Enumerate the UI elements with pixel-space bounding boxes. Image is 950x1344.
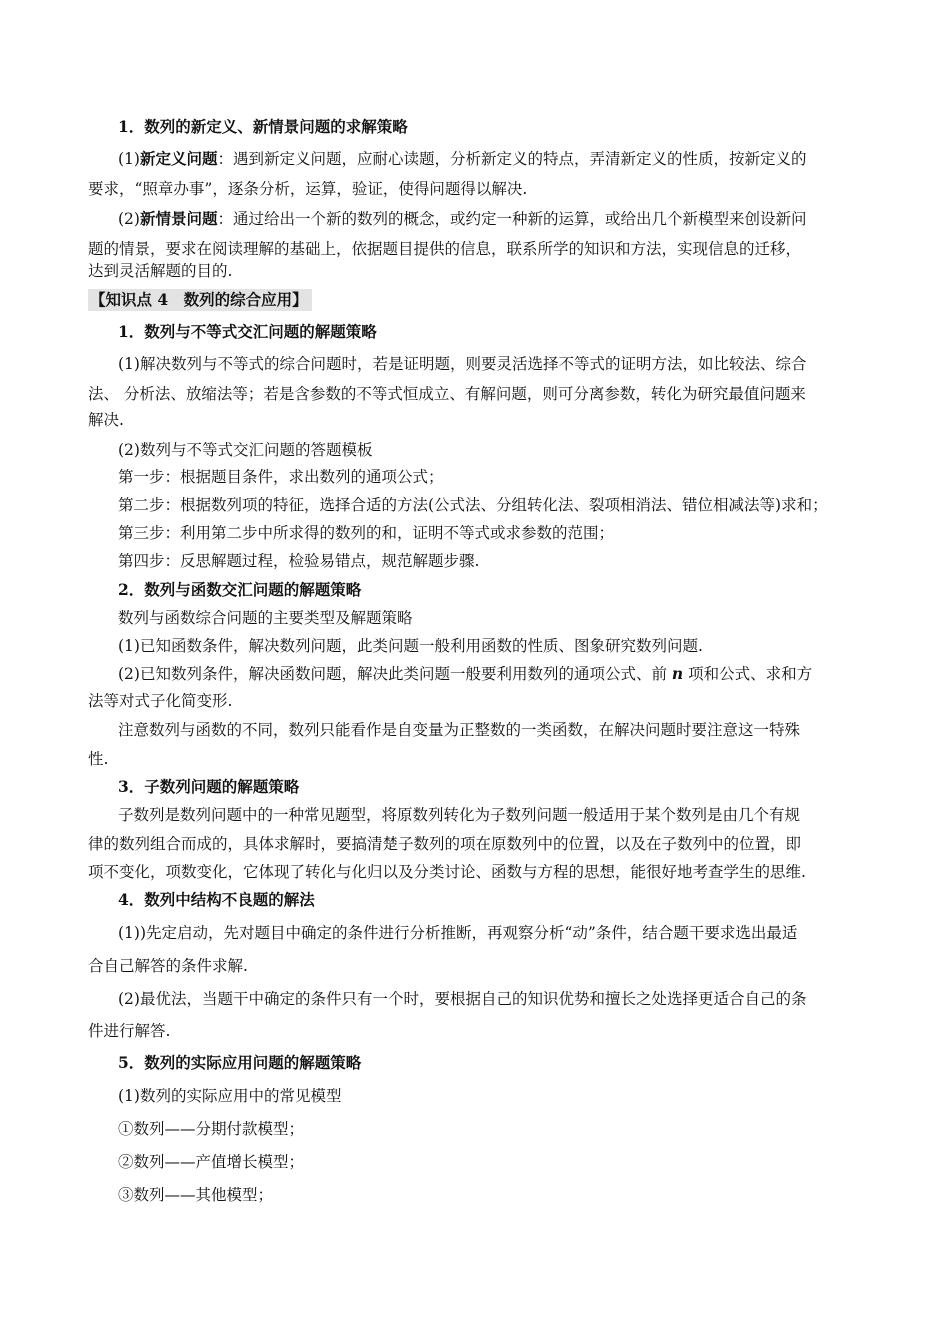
text: ：通过给出一个新的数列的概念，或约定一种新的运算，或给出几个新模型来创设新问 (217, 210, 807, 228)
subsequence-line3: 项不变化，项数变化，它体现了转化与化归以及分类讨论、函数与方程的思想，能很好地考查学生的思维. (88, 863, 806, 881)
section-heading-function: 2．数列与函数交汇问题的解题策略 (118, 580, 362, 599)
paragraph-new-scenario-line2: 题的情景，要求在阅读理解的基础上，依据题目提供的信息，联系所学的知识和方法，实现信息的迁移， (88, 240, 802, 258)
step-1: 第一步：根据题目条件，求出数列的通项公式； (118, 468, 444, 486)
section-heading-ill-structured: 4．数列中结构不良题的解法 (118, 890, 315, 909)
subsequence-line2: 律的数列组合而成的，具体求解时，要搞清楚子数列的项在原数列中的位置，以及在子数列中的位置，即 (88, 835, 802, 853)
step-3: 第三步：利用第二步中所求得的数列的和，证明不等式或求参数的范围； (118, 524, 615, 542)
subsequence-line1: 子数列是数列问题中的一种常见题型，将原数列转化为子数列问题一般适用于某个数列是由几个有规 (118, 806, 801, 824)
term-new-scenario: 新情景问题 (139, 209, 218, 228)
variable-n: n (671, 664, 684, 683)
text: ：遇到新定义问题，应耐心读题，分析新定义的特点，弄清新定义的性质，按新定义的 (217, 150, 807, 168)
function-note-line2: 性. (88, 750, 109, 768)
text: (2)已知数列条件，解决函数问题，解决此类问题一般要利用数列的通项公式、前 (118, 665, 672, 683)
applications-models-title: (1)数列的实际应用中的常见模型 (118, 1087, 342, 1105)
paragraph-new-definition-line2: 要求，“照章办事”，逐条分析，运算，验证，使得问题得以解决. (88, 180, 528, 198)
section-heading-new-definition: 1．数列的新定义、新情景问题的求解策略 (118, 117, 408, 136)
model-other: ③数列——其他模型； (118, 1186, 274, 1204)
paragraph-new-scenario-line3: 达到灵活解题的目的. (88, 262, 233, 280)
item-label: (1) (118, 150, 140, 168)
paragraph-inequality-line2: 法、 分析法、放缩法等；若是含参数的不等式恒成立、有解问题，则可分离参数，转化为研究最值问题来 (88, 385, 806, 403)
function-point-1: (1)已知函数条件，解决数列问题，此类问题一般利用函数的性质、图象研究数列问题. (118, 637, 703, 655)
text: 项和公式、求和方 (683, 665, 813, 683)
paragraph-inequality-line1: (1)解决数列与不等式的综合问题时，若是证明题，则要灵活选择不等式的证明方法，如比较法、综合 (118, 355, 807, 373)
function-note-line1: 注意数列与函数的不同，数列只能看作是自变量为正整数的一类函数，在解决问题时要注意这一特殊 (118, 721, 801, 739)
function-point-2-line1 (118, 664, 812, 684)
model-installment: ①数列——分期付款模型； (118, 1120, 305, 1138)
section-heading-applications: 5．数列的实际应用问题的解题策略 (118, 1053, 362, 1072)
section-heading-subsequence: 3．子数列问题的解题策略 (118, 777, 300, 796)
term-new-definition: 新定义问题 (139, 149, 218, 168)
function-point-2-line2: 法等对式子化简变形. (88, 692, 233, 710)
ill-structured-point2-line1: (2)最优法，当题干中确定的条件只有一个时，要根据自己的知识优势和擅长之处选择更适合自己的条 (118, 990, 807, 1008)
ill-structured-point2-line2: 件进行解答. (88, 1022, 171, 1040)
model-output-growth: ②数列——产值增长模型； (118, 1153, 305, 1171)
step-4: 第四步：反思解题过程，检验易错点，规范解题步骤. (118, 552, 480, 570)
ill-structured-point1-line1: (1))先定启动，先对题目中确定的条件进行分析推断，再观察分析“动”条件，结合题干要求选出最适 (118, 924, 798, 942)
section-heading-inequality: 1．数列与不等式交汇问题的解题策略 (118, 322, 377, 341)
step-2: 第二步：根据数列项的特征，选择合适的方法(公式法、分组转化法、裂项相消法、错位相减法等)求和； (118, 496, 828, 514)
answer-template-title: (2)数列与不等式交汇问题的答题模板 (118, 441, 373, 459)
paragraph-new-scenario-line1 (118, 209, 807, 229)
paragraph-inequality-line3: 解决. (88, 411, 124, 429)
paragraph-new-definition-line1 (118, 149, 807, 169)
function-intro: 数列与函数综合问题的主要类型及解题策略 (118, 609, 413, 627)
ill-structured-point1-line2: 合自己解答的条件求解. (88, 957, 248, 975)
item-label: (2) (118, 210, 140, 228)
knowledge-point-banner: 【知识点 4 数列的综合应用】 (88, 289, 312, 311)
